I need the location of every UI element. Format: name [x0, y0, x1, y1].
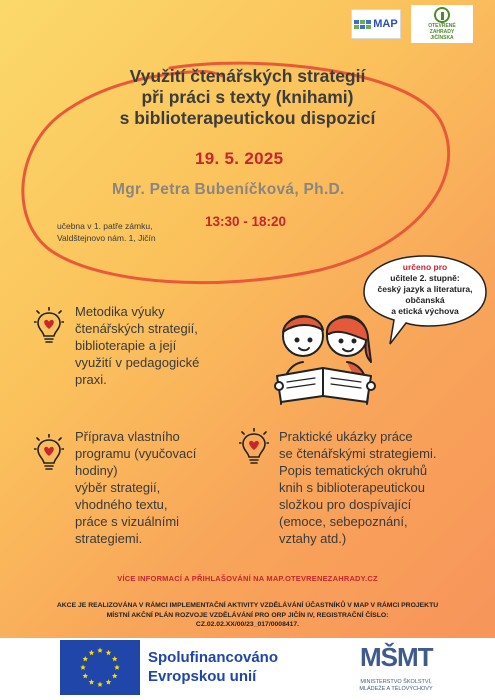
children-reading-illustration: [267, 298, 383, 408]
topic-line: hodiny): [75, 463, 118, 478]
event-date: 19. 5. 2025: [195, 149, 284, 168]
oz-logo-line: JIČÍNSKA: [430, 35, 454, 41]
event-title: [90, 66, 405, 129]
target-audience: [368, 262, 482, 317]
tree-icon: [434, 7, 450, 23]
topic-line: výběr strategií,: [75, 480, 161, 495]
oz-logo-line: OTEVŘENÉ: [428, 23, 456, 29]
map-logo-text: MAP: [373, 18, 398, 30]
topic-methodology: [75, 303, 199, 388]
topic-program-preparation: [75, 428, 196, 547]
otevrene-zahrady-logo: [411, 5, 473, 43]
topic-line: vhodného textu,: [75, 497, 168, 512]
audience-line: učitele 2. stupně:: [390, 273, 460, 283]
heart-lightbulb-icon: [239, 428, 269, 466]
topic-line: využití v pedagogické: [75, 355, 200, 370]
topic-line: strategiemi.: [75, 531, 143, 546]
title-line: při práci s texty (knihami): [141, 87, 354, 107]
topic-line: programu (vyučovací: [75, 446, 197, 461]
project-legal-note: [25, 601, 470, 630]
topic-line: Popis tematických okruhů: [279, 463, 428, 478]
eu-line: Spolufinancováno: [148, 649, 279, 666]
eu-cofunded-label: [148, 648, 278, 686]
topic-line: práce s vizuálními: [75, 514, 180, 529]
msmt-name-line: MINISTERSTVO ŠKOLSTVÍ,: [360, 679, 432, 685]
topic-line: se čtenářskými strategiemi.: [279, 446, 437, 461]
audience-intro: určeno pro: [402, 262, 448, 272]
topic-line: Příprava vlastního: [75, 429, 180, 444]
topic-line: Metodika výuky: [75, 304, 165, 319]
topic-line: složkou pro dospívající: [279, 497, 412, 512]
msmt-name-line: MLÁDEŽE A TĚLOVÝCHOVY: [359, 686, 433, 692]
topic-line: (emoce, sebepoznání,: [279, 514, 408, 529]
title-line: Využití čtenářských strategií: [129, 66, 366, 86]
msmt-logo: MŠMT: [360, 642, 433, 672]
legal-line: CZ.02.02.XX/00/23_017/0008417.: [195, 621, 300, 628]
audience-line: český jazyk a literatura,: [377, 284, 473, 294]
topic-line: biblioterapie a její: [75, 338, 177, 353]
topic-line: vztahy atd.): [279, 531, 347, 546]
topic-line: čtenářských strategií,: [75, 321, 198, 336]
map-logo-grid-icon: [354, 20, 371, 29]
audience-line: a etická výchova: [391, 306, 459, 316]
event-address: [57, 220, 156, 244]
event-time: 13:30 - 18:20: [205, 214, 287, 229]
legal-line: AKCE JE REALIZOVÁNA V RÁMCI IMPLEMENTAČNÍ AKTIVITY VZDĚLÁVÁNÍ ÚČASTNÍKŮ V MAP V RÁMCI PROJEKTU: [56, 602, 439, 609]
oz-logo-line: ZAHRADY: [429, 29, 455, 35]
topic-practical-examples: [279, 428, 437, 547]
legal-line: MÍSTNÍ AKČNÍ PLÁN ROZVOJE VZDĚLÁVÁNÍ PRO ORP JIČÍN IV, REGISTRAČNÍ ČÍSLO:: [106, 611, 389, 619]
lecturer-name: Mgr. Petra Bubeníčková, Ph.D.: [112, 181, 345, 198]
map-logo: [351, 9, 401, 39]
audience-line: občanská: [405, 295, 445, 305]
heart-lightbulb-icon: [34, 307, 64, 345]
topic-line: Praktické ukázky práce: [279, 429, 413, 444]
address-line: učebna v 1. patře zámku,: [57, 221, 153, 231]
eu-line: Evropskou unií: [148, 668, 257, 685]
topic-line: praxi.: [75, 372, 107, 387]
registration-link[interactable]: VÍCE INFORMACÍ A PŘIHLAŠOVÁNÍ NA MAP.OTEVRENEZAHRADY.CZ: [117, 574, 378, 583]
eu-flag-icon: [60, 640, 140, 695]
topic-line: knih s biblioterapeutickou: [279, 480, 425, 495]
heart-lightbulb-icon: [34, 434, 64, 472]
title-line: s biblioterapeutickou dispozicí: [119, 108, 376, 128]
address-line: Valdštejnovo nám. 1, Jičín: [57, 233, 156, 243]
